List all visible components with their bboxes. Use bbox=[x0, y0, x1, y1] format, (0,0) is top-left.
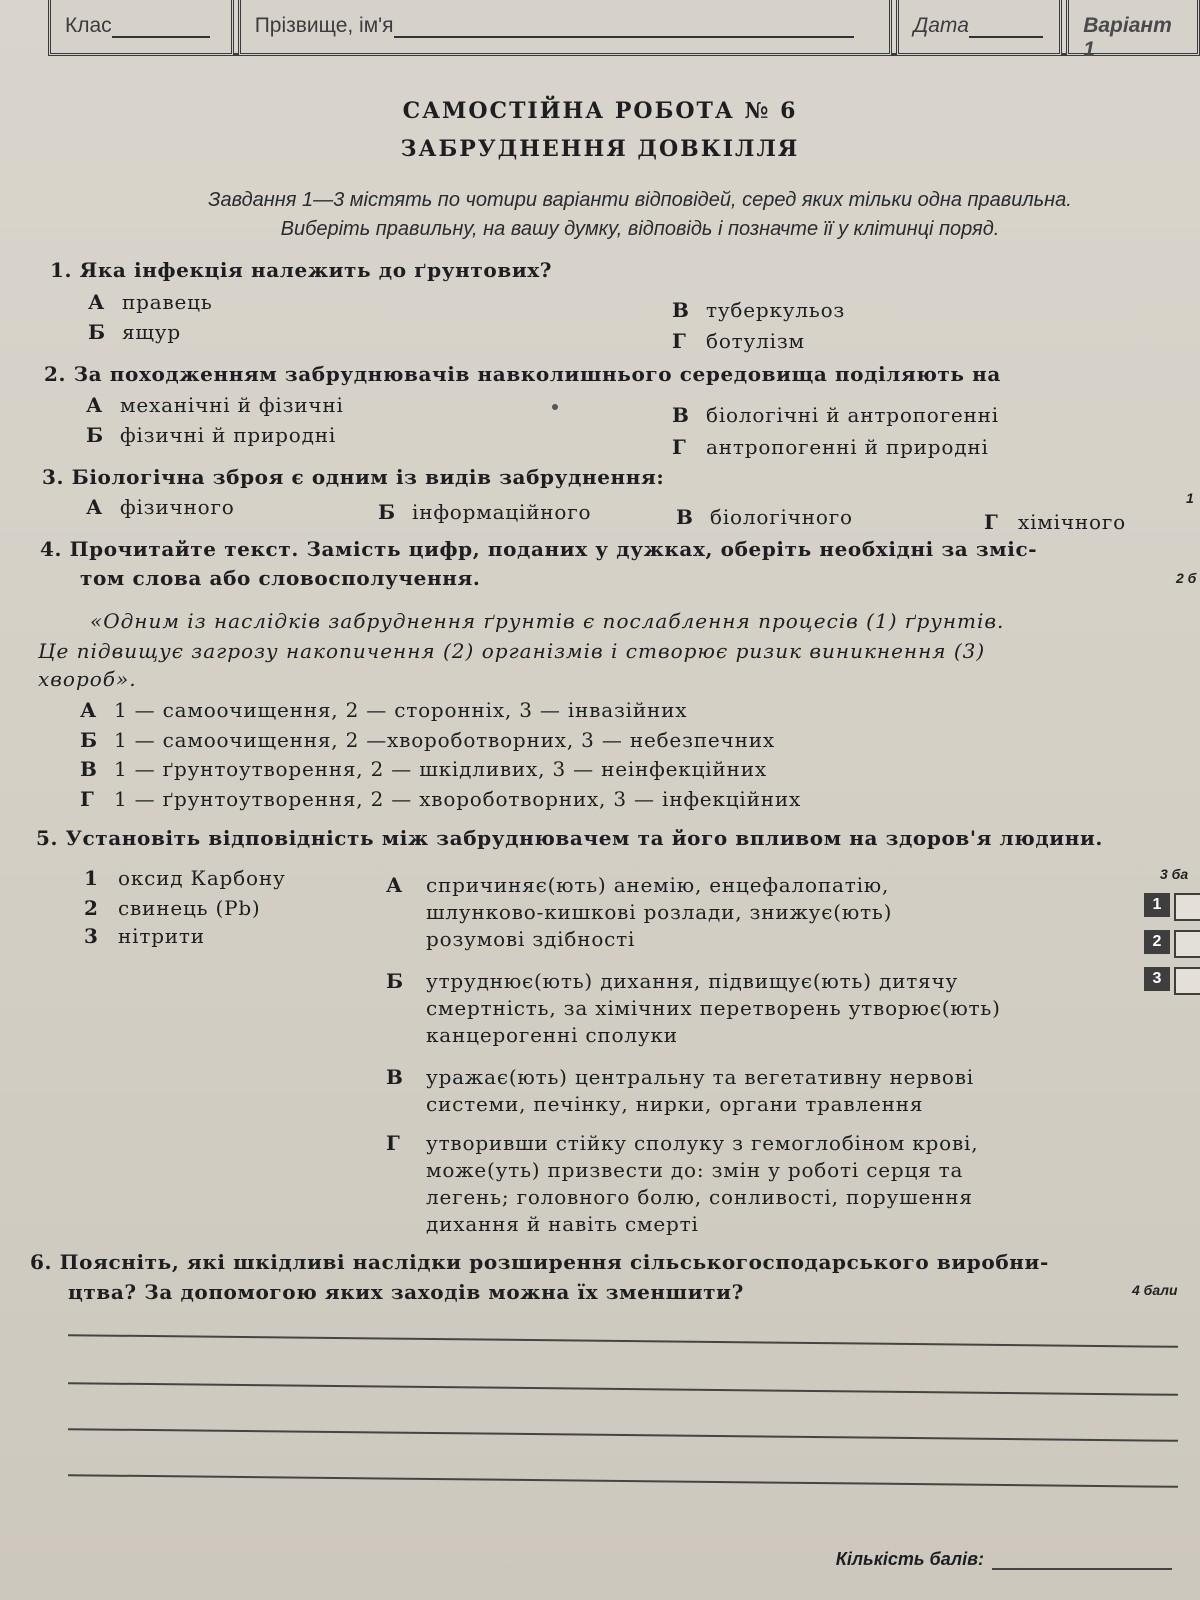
question-5: 5. Установіть відповідність між забруднювачем та його впливом на здоров'я людини. bbox=[36, 826, 1103, 850]
option-text: ящур bbox=[122, 320, 181, 344]
option-letter: А bbox=[86, 393, 104, 417]
option-letter: Б bbox=[378, 500, 396, 524]
question-6-line2: цтва? За допомогою яких заходів можна їх зменшити? bbox=[68, 1280, 744, 1304]
question-4-line1: 4. Прочитайте текст. Замість цифр, поданих у дужках, оберіть необхідні за зміс- bbox=[40, 537, 1038, 561]
q4-quote-line3: хвороб». bbox=[38, 667, 137, 691]
variant-label: Варіант 1 bbox=[1083, 14, 1172, 61]
variant-box bbox=[1066, 0, 1200, 61]
option-letter: А bbox=[86, 495, 104, 519]
answer-cell-2[interactable]: 2 bbox=[1144, 930, 1170, 954]
q1-option-a[interactable] bbox=[88, 290, 213, 314]
class-label: Клас bbox=[65, 14, 112, 37]
q5-right-b bbox=[386, 968, 1001, 1049]
q2-option-v[interactable] bbox=[672, 403, 999, 427]
instructions-line1: Завдання 1—3 містять по чотири варіанти відповідей, серед яких тільки одна правильна. bbox=[208, 189, 1072, 211]
option-letter: Б bbox=[386, 969, 404, 993]
q1-option-g[interactable] bbox=[672, 329, 805, 353]
item-number: 3 bbox=[84, 924, 99, 948]
option-line: легень; головного болю, сонливості, порушення bbox=[426, 1185, 973, 1209]
margin-mark-q4: 2 б bbox=[1176, 570, 1197, 586]
q2-option-b[interactable] bbox=[86, 423, 336, 447]
q3-option-v[interactable] bbox=[676, 505, 853, 529]
item-number: 1 bbox=[84, 866, 99, 890]
q3-option-a[interactable] bbox=[86, 495, 235, 519]
option-text: фізичного bbox=[120, 495, 235, 519]
question-1: 1. Яка інфекція належить до ґрунтових? bbox=[50, 258, 553, 282]
option-text: хімічного bbox=[1018, 510, 1126, 534]
option-line: може(уть) призвести до: змін у роботі серця та bbox=[426, 1158, 964, 1182]
q5-right-v bbox=[386, 1064, 974, 1118]
answer-line-2[interactable] bbox=[68, 1382, 1178, 1396]
question-2: 2. За походженням забруднювачів навколишнього середовища поділяють на bbox=[44, 362, 1001, 386]
q5-answer-grid[interactable] bbox=[1144, 893, 1170, 1004]
option-letter: Г bbox=[672, 329, 687, 353]
option-text: антропогенні й природні bbox=[706, 435, 989, 459]
q1-option-v[interactable] bbox=[672, 298, 845, 322]
option-line: спричиняє(ють) анемію, енцефалопатію, bbox=[426, 873, 890, 897]
q4-option-b[interactable] bbox=[80, 728, 775, 752]
option-letter: Г bbox=[672, 435, 687, 459]
option-text: 1 — ґрунтоутворення, 2 — хвороботворних, 3 — інфекційних bbox=[114, 787, 802, 811]
option-line: утруднює(ють) дихання, підвищує(ють) дитячу bbox=[426, 969, 959, 993]
option-text: туберкульоз bbox=[706, 298, 846, 322]
margin-mark-q6: 4 бали bbox=[1132, 1282, 1178, 1298]
q2-option-a[interactable] bbox=[86, 393, 344, 417]
option-text: фізичні й природні bbox=[120, 423, 337, 447]
q3-option-g[interactable] bbox=[984, 510, 1126, 534]
option-letter: Б bbox=[88, 320, 106, 344]
worksheet-title: САМОСТІЙНА РОБОТА № 6 bbox=[402, 98, 798, 124]
option-line: уражає(ють) центральну та вегетативну нервові bbox=[426, 1065, 974, 1089]
option-text: 1 — ґрунтоутворення, 2 — шкідливих, 3 — неінфекційних bbox=[114, 757, 767, 781]
option-line: дихання й навіть смерті bbox=[426, 1212, 699, 1236]
option-line: системи, печінку, нирки, органи травлення bbox=[426, 1092, 924, 1116]
option-letter: В bbox=[672, 298, 690, 322]
q2-option-g[interactable] bbox=[672, 435, 989, 459]
margin-mark-q5: 3 ба bbox=[1160, 866, 1189, 882]
question-4-line2: том слова або словосполучення. bbox=[80, 566, 481, 590]
option-line: канцерогенні сполуки bbox=[426, 1023, 678, 1047]
worksheet-topic: ЗАБРУДНЕННЯ ДОВКІЛЛЯ bbox=[400, 136, 800, 162]
q3-option-b[interactable] bbox=[378, 500, 591, 524]
option-text: біологічні й антропогенні bbox=[706, 403, 999, 427]
ink-dot bbox=[552, 404, 558, 410]
item-number: 2 bbox=[84, 896, 99, 920]
class-field[interactable] bbox=[48, 0, 234, 56]
q5-left-2 bbox=[84, 896, 261, 920]
option-line: утворивши стійку сполуку з гемоглобіном крові, bbox=[426, 1131, 979, 1155]
option-text: інформаційного bbox=[412, 500, 592, 524]
option-letter: В bbox=[80, 757, 98, 781]
option-letter: А bbox=[386, 873, 404, 897]
item-text: свинець (Pb) bbox=[118, 896, 261, 920]
q5-left-1 bbox=[84, 866, 286, 890]
option-letter: В bbox=[676, 505, 694, 529]
q4-option-a[interactable] bbox=[80, 698, 687, 722]
answer-cell-3[interactable]: 3 bbox=[1144, 967, 1170, 991]
name-label: Прізвище, ім'я bbox=[254, 14, 394, 37]
instructions-line2: Виберіть правильну, на вашу думку, відповідь і позначте її у клітинці поряд. bbox=[280, 218, 1000, 240]
header-bar bbox=[48, 0, 1200, 61]
option-line: розумові здібності bbox=[426, 927, 636, 951]
question-6-line1: 6. Поясніть, які шкідливі наслідки розширення сільськогосподарського виробни- bbox=[30, 1250, 1049, 1274]
q4-option-v[interactable] bbox=[80, 757, 767, 781]
option-text: 1 — самоочищення, 2 —хвороботворних, 3 — небезпечних bbox=[114, 728, 775, 752]
q5-right-a bbox=[386, 872, 892, 953]
option-text: правець bbox=[122, 290, 213, 314]
option-letter: Б bbox=[86, 423, 104, 447]
q4-quote-line2: Це підвищує загрозу накопичення (2) організмів і створює ризик виникнення (3) bbox=[38, 639, 986, 663]
answer-line-4[interactable] bbox=[68, 1474, 1178, 1488]
option-letter: Г bbox=[984, 510, 999, 534]
date-field[interactable] bbox=[896, 0, 1062, 56]
date-label: Дата bbox=[913, 14, 969, 37]
option-text: біологічного bbox=[710, 505, 853, 529]
q4-quote-line1: «Одним із наслідків забруднення ґрунтів є послаблення процесів (1) ґрунтів. bbox=[90, 609, 1005, 633]
answer-line-1[interactable] bbox=[68, 1334, 1178, 1348]
option-text: 1 — самоочищення, 2 — сторонніх, 3 — інвазійних bbox=[114, 698, 688, 722]
option-letter: Б bbox=[80, 728, 98, 752]
option-line: шлунково-кишкові розлади, знижує(ють) bbox=[426, 900, 893, 924]
item-text: оксид Карбону bbox=[118, 866, 286, 890]
answer-cell-1[interactable]: 1 bbox=[1144, 893, 1170, 917]
option-letter: Г bbox=[386, 1131, 401, 1155]
q4-option-g[interactable] bbox=[80, 787, 801, 811]
option-letter: В bbox=[386, 1065, 404, 1089]
option-letter: А bbox=[80, 698, 98, 722]
option-letter: В bbox=[672, 403, 690, 427]
question-3: 3. Біологічна зброя є одним із видів забруднення: bbox=[42, 465, 665, 489]
option-text: механічні й фізичні bbox=[120, 393, 344, 417]
answer-line-3[interactable] bbox=[68, 1428, 1178, 1442]
option-line: смертність, за хімічних перетворень утворює(ють) bbox=[426, 996, 1001, 1020]
total-score bbox=[836, 1549, 1172, 1570]
item-text: нітрити bbox=[118, 924, 205, 948]
total-score-blank[interactable] bbox=[992, 1552, 1172, 1570]
q5-right-g bbox=[386, 1130, 978, 1238]
option-letter: Г bbox=[80, 787, 95, 811]
option-text: ботулізм bbox=[706, 329, 805, 353]
q5-left-3 bbox=[84, 924, 205, 948]
q1-option-b[interactable] bbox=[88, 320, 181, 344]
name-field[interactable] bbox=[238, 0, 893, 56]
option-letter: А bbox=[88, 290, 106, 314]
margin-mark-q3: 1 bbox=[1186, 490, 1194, 506]
total-score-label: Кількість балів: bbox=[835, 1549, 984, 1569]
